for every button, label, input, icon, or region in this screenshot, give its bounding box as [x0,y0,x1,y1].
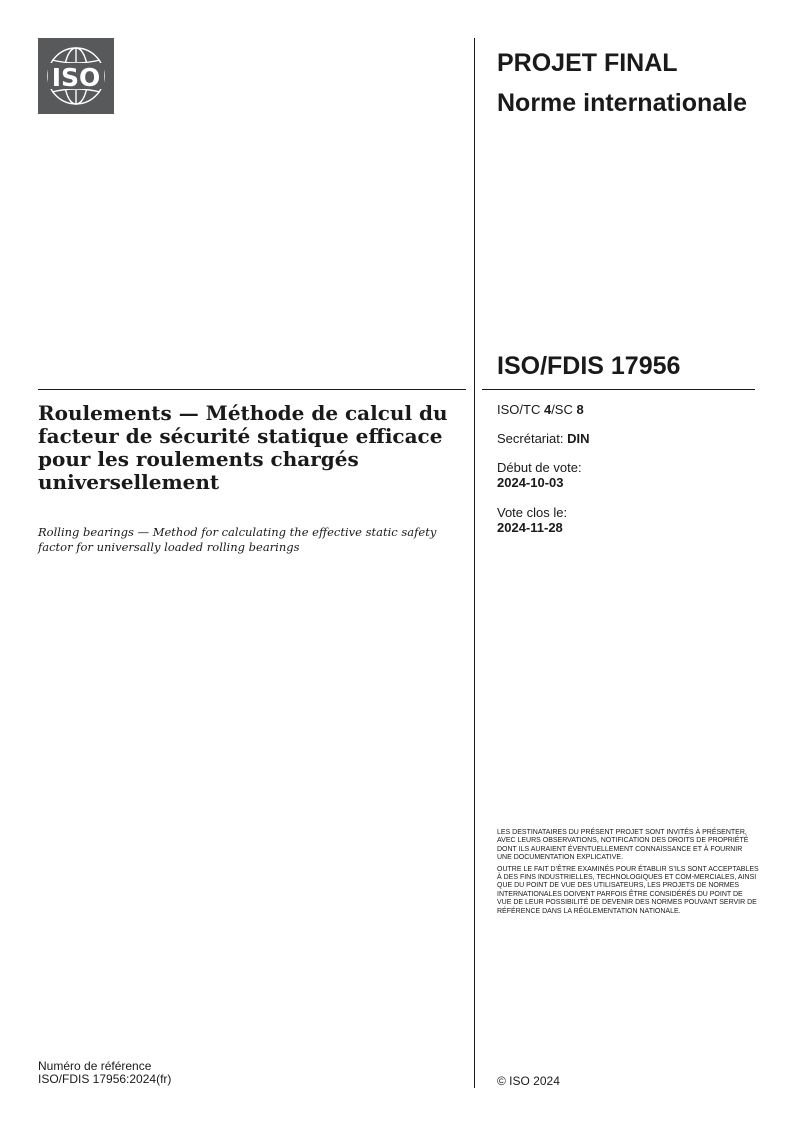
vote-start-label: Début de vote: [497,460,582,475]
globe-icon [38,38,114,114]
vote-end-value: 2024-11-28 [497,520,563,535]
column-divider [474,38,475,1088]
document-subtype: Norme internationale [497,89,748,117]
reference-number [38,1060,338,1086]
vote-start-value: 2024-10-03 [497,475,564,490]
secretariat [497,431,757,446]
logo-text: ISO [51,63,101,92]
iso-logo [38,38,114,114]
committee [497,402,757,417]
rule-left [38,389,466,390]
reference-value: ISO/FDIS 17956:2024(fr) [38,1072,172,1086]
notice-paragraph-2: OUTRE LE FAIT D’ÊTRE EXAMINÉS POUR ÉTABLIR S’ILS SONT ACCEPTABLES À DES FINS INDUSTRIELLES, TECHNOLOGIQUES ET COM-MERCIALES, AINSI QUE DU POINT DE VUE DES UTILISATEURS, LES PROJETS DE NORMES INTERNATIONALES DOIVENT PARFOIS ÊTRE CONSIDÉRÉS DU POINT DE VUE DE LEUR POSSIBILITÉ DE DEVENIR DES NORMES POUVANT SERVIR DE RÉFÉRENCE DANS LA RÉGLEMENTATION NATIONALE. [497,865,759,915]
notice [497,829,759,919]
copyright: © ISO 2024 [497,1074,560,1088]
vote-end [497,505,757,535]
committee-mid: /SC [551,402,577,417]
vote-end-label: Vote clos le: [497,505,568,520]
reference-label: Numéro de référence [38,1059,152,1073]
document-type: PROJET FINAL [497,49,678,77]
title-english: Rolling bearings — Method for calculating the effective static safety factor for universally loaded rolling bearings [38,525,437,554]
rule-right [482,389,755,390]
secretariat-label: Secrétariat: [497,431,568,446]
title-french: Roulements — Méthode de calcul du facteur de sécurité statique efficace pour les roulements chargés universellement [38,401,448,494]
committee-tc: 4 [543,402,552,417]
secretariat-value: DIN [567,431,590,446]
vote-start [497,460,757,490]
committee-prefix: ISO/TC [497,402,544,417]
committee-sc: 8 [576,402,584,417]
document-number: ISO/FDIS 17956 [497,352,681,380]
notice-paragraph-1: LES DESTINATAIRES DU PRÉSENT PROJET SONT INVITÉS À PRÉSENTER, AVEC LEURS OBSERVATIONS, NOTIFICATION DES DROITS DE PROPRIÉTÉ DONT ILS AURAIENT ÉVENTUELLEMENT CONNAISSANCE ET À FOURNIR UNE DOCUMENTATION EXPLICATIVE. [497,829,749,862]
